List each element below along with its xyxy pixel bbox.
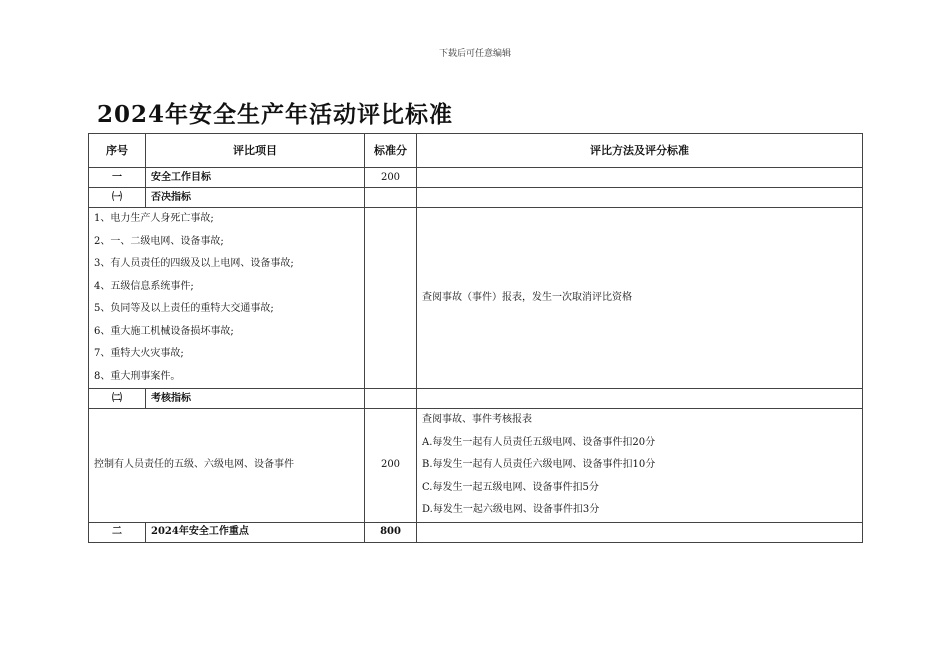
row-method (417, 522, 863, 542)
veto-item: 7、重特大火灾事故; (94, 348, 184, 359)
method-line: 查阅事故、事件考核报表 (422, 414, 532, 425)
veto-item: 1、电力生产人身死亡事故; (94, 213, 214, 224)
row-no: ㈠ (89, 188, 146, 208)
row-item: 2024年安全工作重点 (146, 522, 365, 542)
veto-items-cell (89, 208, 365, 389)
table-row-assess (89, 409, 863, 523)
veto-item: 5、负同等及以上责任的重特大交通事故; (94, 303, 274, 314)
row-no: 一 (89, 168, 146, 188)
veto-item: 8、重大刑事案件。 (94, 370, 181, 382)
row-score (365, 188, 417, 208)
row-item: 安全工作目标 (146, 168, 365, 188)
header-item: 评比项目 (146, 134, 365, 168)
method-line: C.每发生一起五级电网、设备事件扣5分 (422, 481, 599, 493)
table-row-section1 (89, 168, 863, 188)
table-row-sub2 (89, 389, 863, 409)
veto-score-cell (365, 208, 417, 389)
table-header-row (89, 134, 863, 168)
veto-item: 6、重大施工机械设备损坏事故; (94, 325, 234, 337)
row-score (365, 389, 417, 409)
row-method (417, 168, 863, 188)
assess-score-cell: 200 (365, 409, 417, 523)
veto-item: 4、五级信息系统事件; (94, 280, 194, 292)
row-method (417, 389, 863, 409)
method-line: D.每发生一起六级电网、设备事件扣3分 (422, 504, 600, 515)
document-title: 2024年安全生产年活动评比标准 (97, 101, 454, 128)
veto-item: 2、一、二级电网、设备事故; (94, 235, 224, 247)
table-row-veto (89, 208, 863, 389)
assess-item-cell: 控制有人员责任的五级、六级电网、设备事件 (89, 409, 365, 523)
table-row-sub1 (89, 188, 863, 208)
assess-method-cell (417, 409, 863, 523)
header-note: 下载后可任意编辑 (438, 49, 511, 59)
row-item: 考核指标 (146, 389, 365, 409)
row-no: 二 (89, 522, 146, 542)
method-line: B.每发生一起有人员责任六级电网、设备事件扣10分 (422, 459, 656, 470)
row-method (417, 188, 863, 208)
method-line: A.每发生一起有人员责任五级电网、设备事件扣20分 (422, 436, 656, 448)
scoring-table (88, 133, 863, 543)
row-item: 否决指标 (146, 188, 365, 208)
header-score: 标准分 (365, 134, 417, 168)
veto-method-cell: 查阅事故（事件）报表，发生一次取消评比资格 (417, 208, 863, 389)
header-method: 评比方法及评分标准 (417, 134, 863, 168)
table-row-section2 (89, 522, 863, 542)
header-no: 序号 (89, 134, 146, 168)
veto-item: 3、有人员责任的四级及以上电网、设备事故; (94, 258, 294, 269)
row-score: 800 (365, 522, 417, 542)
row-no: ㈡ (89, 389, 146, 409)
row-score: 200 (365, 168, 417, 188)
